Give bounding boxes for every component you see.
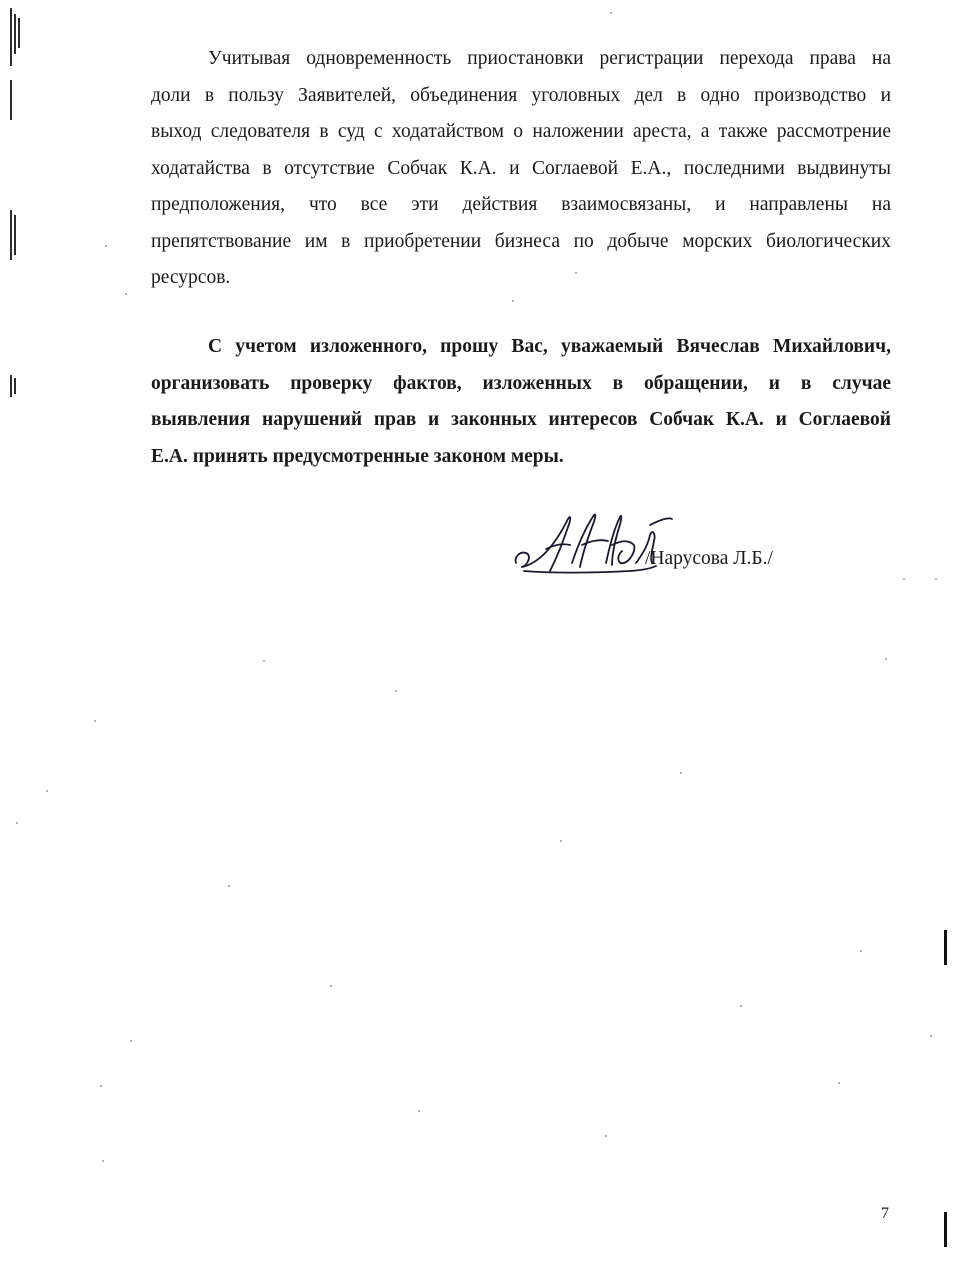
- scan-edge-mark: [14, 215, 16, 255]
- paragraph-2-request: [151, 329, 891, 475]
- scan-speck: [330, 985, 332, 987]
- scan-edge-mark: [10, 80, 12, 120]
- scan-speck: [46, 790, 48, 792]
- paragraph-line: предположения, что все эти действия взаимосвязаны, и направлены на: [151, 194, 891, 215]
- scan-speck: [885, 658, 887, 660]
- paragraph-line: С учетом изложенного, прошу Вас, уважаемый Вячеслав Михайлович,: [208, 336, 891, 357]
- paragraph-line: препятствование им в приобретении бизнеса по добыче морских биологических: [151, 230, 891, 252]
- scan-speck: [680, 772, 682, 774]
- paragraph-line: доли в пользу Заявителей, объединения уголовных дел в одно производство и: [151, 84, 891, 106]
- scan-speck: [418, 1110, 420, 1112]
- scan-speck: [228, 885, 230, 887]
- scan-speck: [100, 1085, 102, 1087]
- scan-speck: [610, 12, 612, 14]
- scan-speck: [860, 950, 862, 952]
- scan-speck: [605, 1135, 607, 1137]
- scan-speck: [130, 1040, 132, 1042]
- scan-speck: [903, 578, 905, 580]
- scan-speck: [94, 720, 96, 722]
- scan-speck: [512, 300, 514, 302]
- paragraph-line: организовать проверку фактов, изложенных в обращении, и в случае: [151, 372, 891, 394]
- scan-edge-mark: [14, 378, 16, 394]
- scan-speck: [263, 660, 265, 662]
- paragraph-line: выявления нарушений прав и законных интересов Собчак К.А. и Соглаевой: [151, 409, 891, 430]
- scan-speck: [395, 690, 397, 692]
- paragraph-line: ходатайства в отсутствие Собчак К.А. и Соглаевой Е.А., последними выдвинуты: [151, 157, 891, 179]
- signatory-name: /Нарусова Л.Б./: [645, 548, 773, 569]
- page-number: 7: [881, 1205, 889, 1222]
- paragraph-line: ресурсов.: [151, 267, 231, 288]
- scan-edge-mark: [944, 1212, 947, 1247]
- paragraph-line: Учитывая одновременность приостановки регистрации перехода права на: [208, 48, 891, 69]
- scan-edge-mark: [10, 375, 12, 397]
- scan-speck: [575, 272, 577, 274]
- paragraph-line: выход следователя в суд с ходатайством о наложении ареста, а также рассмотрение: [151, 121, 891, 142]
- paragraph-1: [151, 41, 891, 297]
- scan-edge-mark: [10, 8, 12, 66]
- scan-edge-mark: [14, 14, 16, 54]
- scan-speck: [930, 1035, 932, 1037]
- scan-speck: [935, 578, 937, 580]
- scan-speck: [125, 293, 127, 295]
- scan-speck: [105, 245, 107, 247]
- scan-edge-mark: [944, 930, 947, 965]
- scan-speck: [16, 822, 18, 824]
- scan-edge-mark: [18, 18, 20, 48]
- scan-speck: [740, 1005, 742, 1007]
- scan-edge-mark: [10, 210, 12, 260]
- scan-speck: [838, 1082, 840, 1084]
- scan-speck: [560, 840, 562, 842]
- scan-speck: [102, 1160, 104, 1162]
- paragraph-line: Е.А. принять предусмотренные законом меры.: [151, 445, 564, 467]
